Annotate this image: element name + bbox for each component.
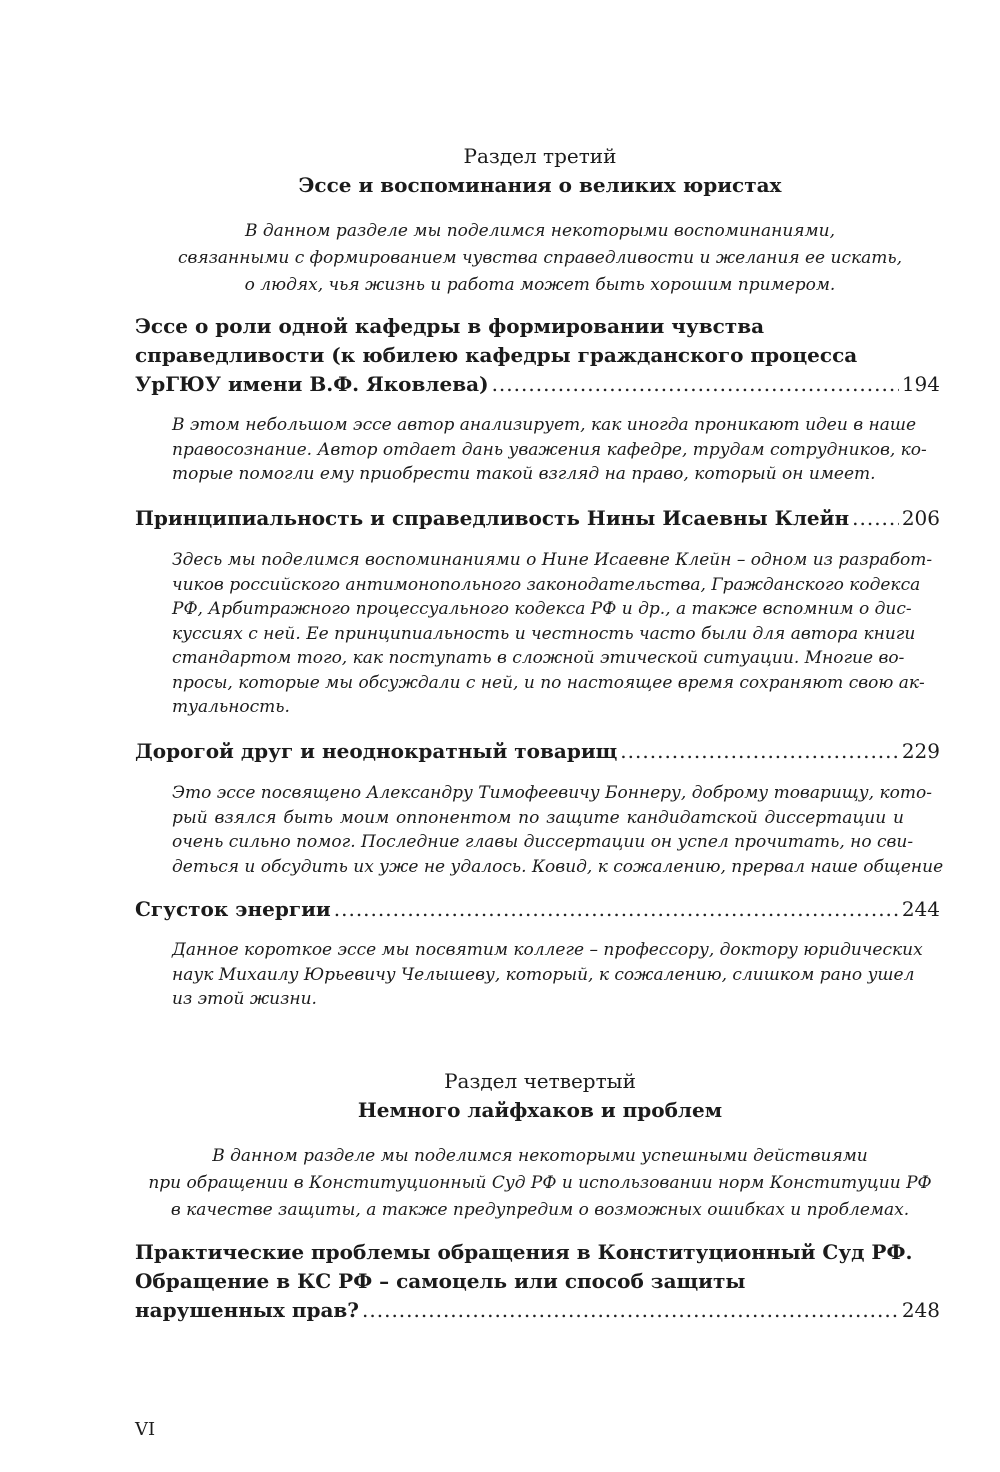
desc-line: Это эссе посвящено Александру Тимофеевичу Боннеру, доброму товарищу, кото-	[172, 783, 932, 803]
title-leader-line	[135, 1296, 940, 1325]
title-line: УрГЮУ имени В.Ф. Яковлева)	[135, 372, 489, 396]
dot-leader	[362, 1296, 899, 1325]
page-number: 248	[901, 1298, 940, 1322]
toc-entry-description	[172, 413, 927, 487]
intro-line: в качестве защиты, а также предупредим о возможных ошибках и проблемах.	[170, 1200, 910, 1220]
desc-line: Здесь мы поделимся воспоминаниями о Нине Исаевне Клейн – одном из разработ-	[172, 550, 933, 570]
desc-line: РФ, Арбитражного процессуального кодекса РФ и др., а также вспомним о дис-	[172, 599, 912, 619]
title-line: Принципиальность и справедливость Нины Исаевны Клейн	[135, 506, 850, 530]
desc-line: куссиях с ней. Ее принципиальность и честность часто были для автора книги	[172, 623, 916, 644]
page-number: 206	[901, 506, 940, 530]
intro-line: при обращении в Конституционный Суд РФ и использовании норм Конституции РФ	[148, 1173, 932, 1193]
page-number: 244	[901, 897, 940, 921]
title-line: Обращение в КС РФ – самоцель или способ защиты	[135, 1269, 746, 1293]
dot-leader	[492, 370, 899, 399]
title-leader-line	[135, 504, 940, 533]
section-label: Раздел третий	[463, 144, 617, 168]
toc-entry-title[interactable]	[135, 1238, 940, 1325]
title-line: нарушенных прав?	[135, 1298, 360, 1322]
desc-line: деться и обсудить их уже не удалось. Ковид, к сожалению, прервал наше общение	[172, 856, 944, 877]
intro-line: В данном разделе мы поделимся некоторыми успешными действиями	[212, 1146, 868, 1166]
section-label: Раздел четвертый	[444, 1069, 636, 1093]
intro-line: связанными с формированием чувства справедливости и желания ее искать,	[177, 248, 903, 268]
toc-entry-description	[172, 938, 923, 1012]
intro-line: о людях, чья жизнь и работа может быть хорошим примером.	[244, 275, 836, 295]
title-line: Сгусток энергии	[135, 897, 331, 921]
desc-line: рый взялся быть моим оппонентом по защите кандидатской диссертации и	[172, 807, 904, 828]
desc-line: стандартом того, как поступать в сложной этической ситуации. Многие во-	[172, 648, 905, 668]
page-number: 194	[901, 372, 940, 396]
desc-line: очень сильно помог. Последние главы диссертации он успел прочитать, но сви-	[172, 832, 914, 852]
dot-leader	[620, 737, 899, 766]
title-line: Практические проблемы обращения в Конституционный Суд РФ.	[135, 1240, 913, 1264]
toc-entry-title[interactable]	[135, 737, 940, 766]
desc-line: В этом небольшом эссе автор анализирует, как иногда проникают идеи в наше	[172, 415, 916, 435]
desc-line: чиков российского антимонопольного законодательства, Гражданского кодекса	[172, 574, 921, 595]
desc-line: торые помогли ему приобрести такой взгляд на право, который он имеет.	[172, 464, 876, 484]
section-title: Немного лайфхаков и проблем	[357, 1098, 723, 1122]
desc-line: просы, которые мы обсуждали с ней, и по настоящее время сохраняют свою ак-	[172, 672, 925, 693]
title-leader-line	[135, 370, 940, 399]
toc-entry-description	[172, 781, 944, 879]
desc-line: правосознание. Автор отдает дань уважения кафедре, трудам сотрудников, ко-	[172, 439, 927, 460]
title-line: Дорогой друг и неоднократный товарищ	[135, 739, 618, 763]
toc-entry-title[interactable]	[135, 312, 940, 399]
dot-leader	[852, 504, 899, 533]
desc-line: туальность.	[172, 697, 290, 717]
section-intro	[140, 218, 940, 299]
toc-entry-title[interactable]	[135, 504, 940, 533]
title-leader-line	[135, 737, 940, 766]
toc-entry-title[interactable]	[135, 895, 940, 924]
title-leader-line	[135, 895, 940, 924]
title-line: справедливости (к юбилею кафедры гражданского процесса	[135, 343, 858, 367]
desc-line: из этой жизни.	[172, 989, 317, 1009]
intro-line: В данном разделе мы поделимся некоторыми воспоминаниями,	[245, 221, 835, 241]
dot-leader	[334, 895, 899, 924]
toc-entry-description	[172, 548, 933, 720]
desc-line: Данное короткое эссе мы посвятим коллеге – профессору, доктору юридических	[172, 940, 923, 960]
page-folio: VI	[135, 1419, 156, 1440]
title-line: Эссе о роли одной кафедры в формировании чувства	[135, 314, 765, 338]
section-title: Эссе и воспоминания о великих юристах	[298, 173, 782, 197]
desc-line: наук Михаилу Юрьевичу Челышеву, который, к сожалению, слишком рано ушел	[172, 964, 915, 985]
page-number: 229	[901, 739, 940, 763]
section-intro	[140, 1143, 940, 1224]
